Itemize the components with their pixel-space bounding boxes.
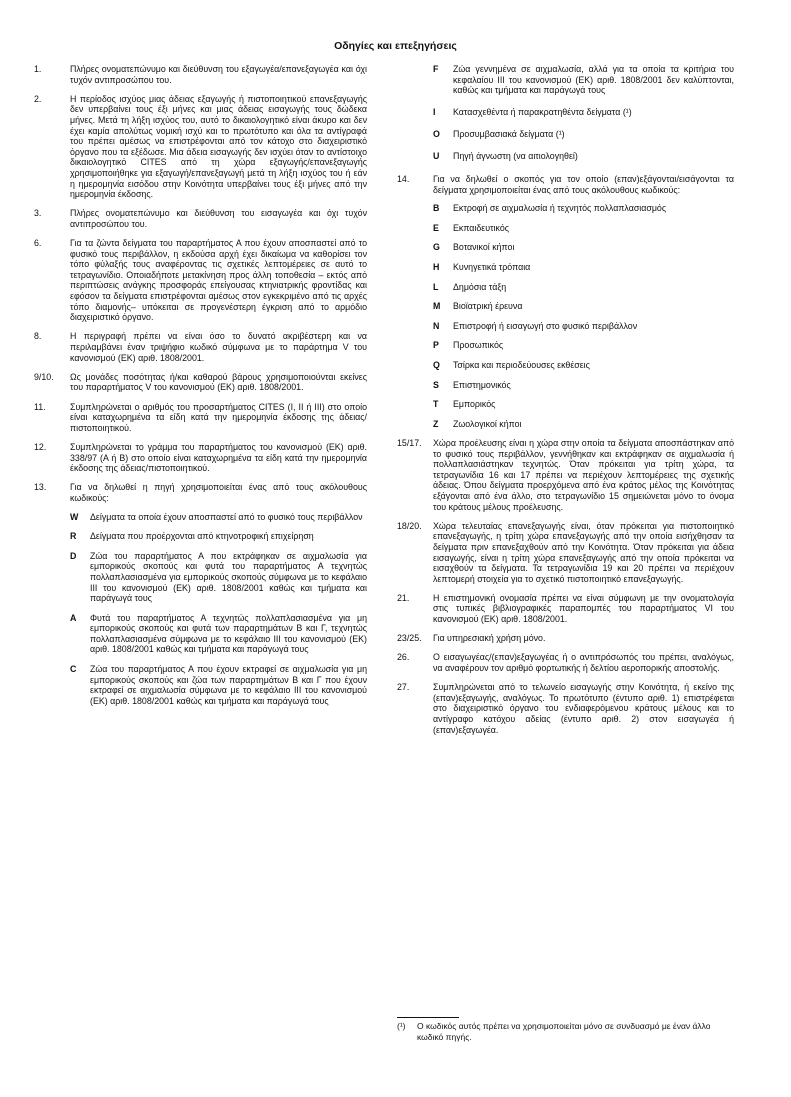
code-entry <box>70 664 367 706</box>
item-14-intro: Για να δηλωθεί ο σκοπός για τον οποίο (επαν)εξάγονται/εισάγονται τα δείγματα χρησιμοποιείται ένας από τους ακόλουθους κωδικούς: <box>433 174 734 195</box>
code-letter: C <box>70 664 77 675</box>
code-entry <box>433 360 734 371</box>
code-description: Βιοϊατρική έρευνα <box>453 301 523 312</box>
code-description: Επιστημονικός <box>453 379 511 390</box>
page-title: Οδηγίες και επεξηγήσεις <box>334 40 457 52</box>
item-number: 13. <box>34 482 47 493</box>
item-body <box>70 482 367 706</box>
code-description: Πηγή άγνωστη (να αιτιολογηθεί) <box>453 151 578 162</box>
instruction-item <box>397 521 734 585</box>
code-entry <box>433 151 734 162</box>
item-13 <box>34 482 367 706</box>
code-entry <box>433 262 734 273</box>
item-number: 23/25. <box>397 633 422 644</box>
item-number: 12. <box>34 441 47 452</box>
code-description: Δημόσια τάξη <box>453 281 507 292</box>
code-letter: F <box>433 64 439 74</box>
code-letter: R <box>70 531 77 542</box>
item-text: Συμπληρώνεται από το τελωνείο εισαγωγής στην Κοινότητα, ή εκείνο της (επαν)εξαγωγής, αναλόγως. Το πρωτότυπο (έντυπο αριθ. 1) επιστρέφεται στο διαχειριστικό όργανο του ενδιαφερόμενου κράτους μέλους και το αντίγραφο κατόχου αδείας (έντυπο αριθ. 2) στον εισαγωγέα ή (επαν)εξαγωγέα. <box>433 682 734 735</box>
instruction-item <box>397 633 734 644</box>
item-number: 2. <box>34 93 42 104</box>
code-description: Δείγματα τα οποία έχουν αποσπαστεί από το φυσικό τους περιβάλλον <box>90 511 363 522</box>
item-number: 9/10. <box>34 371 54 382</box>
code-entry <box>433 340 734 351</box>
code-letter: P <box>433 340 439 351</box>
code-letter: M <box>433 301 441 312</box>
code-entry <box>433 380 734 391</box>
code-letter: U <box>433 151 440 162</box>
code-description: Εκτροφή σε αιχμαλωσία ή τεχνητός πολλαπλασιασμός <box>453 203 667 214</box>
instruction-item <box>34 372 367 393</box>
code-entry <box>433 301 734 312</box>
instruction-item <box>34 208 367 229</box>
item-13-intro: Για να δηλωθεί η πηγή χρησιμοποιείται ένας από τους ακόλουθους κωδικούς: <box>70 482 367 503</box>
code-entry <box>433 242 734 253</box>
code-letter: G <box>433 242 440 253</box>
code-description: Προσυμβασιακά δείγματα (¹) <box>453 129 565 140</box>
source-codes <box>70 512 367 707</box>
code-description: Ζώα του παραρτήματος Α που έχουν εκτραφεί σε αιχμαλωσία για μη εμπορικούς σκοπούς και ζώα των παραρτημάτων Β και Γ που έχουν εκτραφεί σε αιχμαλωσία σύμφωνα με το κεφάλαιο III του κανονισμού (ΕΚ) αριθ. 1808/2001 καθώς και τμήματα και παράγωγά τους <box>90 664 367 706</box>
instruction-item <box>397 593 734 625</box>
code-letter: W <box>70 511 79 522</box>
code-entry <box>433 223 734 234</box>
code-letter: A <box>70 612 77 623</box>
code-letter: S <box>433 379 439 390</box>
code-letter: D <box>70 550 77 561</box>
item-body <box>433 174 734 429</box>
code-description: Κατασχεθέντα ή παρακρατηθέντα δείγματα (¹) <box>453 107 632 118</box>
item-text: Πλήρες ονοματεπώνυμο και διεύθυνση του εξαγωγέα/επανεξαγωγέα και όχι τυχόν αντιπροσώπου του. <box>70 64 367 85</box>
code-description: Ζώα γεννημένα σε αιχμαλωσία, αλλά για τα οποία τα κριτήρια του κεφαλαίου III του κανονισμού (ΕΚ) αριθ. 1808/2001 δεν καλύπτονται, καθώς και τμήματα και παράγωγά τους <box>453 64 734 96</box>
code-letter: T <box>433 399 439 410</box>
item-number: 3. <box>34 208 42 219</box>
item-text: Πλήρες ονοματεπώνυμο και διεύθυνση του εισαγωγέα και όχι τυχόν αντιπροσώπου του. <box>70 208 367 229</box>
item-number: 1. <box>34 64 42 74</box>
code-letter: B <box>433 203 440 214</box>
instruction-item <box>34 94 367 200</box>
footnote-mark: (¹) <box>397 1021 406 1031</box>
item-text: Η επιστημονική ονομασία πρέπει να είναι σύμφωνη με την ονοματολογία στις τυπικές βιβλιογραφικές παραπομπές του παραρτήματος VI του κανονισμού (ΕΚ) αριθ. 1808/2001. <box>433 592 734 625</box>
instruction-item <box>34 442 367 474</box>
item-number: 14. <box>397 174 410 185</box>
item-number: 26. <box>397 652 410 663</box>
code-entry <box>433 282 734 293</box>
code-entry <box>433 203 734 214</box>
code-letter: E <box>433 222 439 233</box>
right-column <box>397 64 734 744</box>
purpose-codes <box>433 203 734 429</box>
instruction-item <box>397 682 734 735</box>
code-description: Τσίρκα και περιοδεύουσες εκθέσεις <box>453 360 590 370</box>
item-text: Χώρα προέλευσης είναι η χώρα στην οποία τα δείγματα αποσπάστηκαν από το φυσικό τους περιβάλλον, γεννήθηκαν και εκτράφηκαν σε αιχμαλωσία ή πολλαπλασιάστηκαν τεχνητώς. Όταν πρόκειται για τρίτη χώρα, τα τετραγωνίδια 16 και 17 πρέπει να περιέχουν λεπτομέρειες της σχετικής άδειας. Όπου δείγματα προερχόμενα από ένα κράτος μέλος της Κοινότητας εξάγονται από ένα άλλο, στο τετραγωνίδιο 15 σημειώνεται μόνο το όνομα του κράτους μέλους προέλευσης. <box>433 437 734 512</box>
item-text: Ο εισαγωγέας/(επαν)εξαγωγέας ή ο αντιπρόσωπός του πρέπει, αναλόγως, να αναφέρουν τον αριθμό φορτωτικής ή δελτίου αεροπορικής αποστολής. <box>433 652 734 674</box>
code-description: Φυτά του παραρτήματος Α τεχνητώς πολλαπλασιασμένα για μη εμπορικούς σκοπούς και φυτά των παραρτημάτων Β και Γ, τεχνητώς πολλαπλασιασμένα σύμφωνα με το κεφάλαιο III του κανονισμού (ΕΚ) αριθ. 1808/2001 καθώς και τμήματα και παράγωγά τους <box>90 612 367 655</box>
code-letter: Z <box>433 418 439 429</box>
code-entry <box>70 613 367 655</box>
item-text: Η περιγραφή πρέπει να είναι όσο το δυνατό ακριβέστερη και να περιλαμβάνει έναν τριψήφιο κωδικό σύμφωνα με το παράρτημα V του κανονισμού (ΕΚ) αριθ. 1808/2001. <box>70 331 367 363</box>
item-number: 18/20. <box>397 520 422 531</box>
code-entry <box>433 107 734 118</box>
instruction-item <box>34 64 367 85</box>
code-description: Ζώα του παραρτήματος Α που εκτράφηκαν σε αιχμαλωσία για εμπορικούς σκοπούς και φυτά του παραρτήματος Α τεχνητώς πολλαπλασιασμένα για εμπορικούς σκοπούς σύμφωνα με το κεφάλαιο III του κανονισμού (ΕΚ) αριθ. 1808/2001 καθώς και τμήματα και παράγωγά τους <box>90 550 367 604</box>
code-letter: I <box>433 107 436 118</box>
code-description: Κυνηγετικά τρόπαια <box>453 262 531 273</box>
code-entry <box>433 129 734 140</box>
code-description: Εμπορικός <box>453 399 496 410</box>
code-description: Βοτανικοί κήποι <box>453 242 515 253</box>
code-entry <box>70 551 367 604</box>
instruction-item <box>34 331 367 363</box>
item-number: 8. <box>34 331 42 342</box>
code-letter: L <box>433 281 439 292</box>
item-number: 11. <box>34 401 46 412</box>
code-description: Επιστροφή ή εισαγωγή στο φυσικό περιβάλλον <box>453 320 638 331</box>
item-number: 15/17. <box>397 437 422 448</box>
item-number: 6. <box>34 238 42 249</box>
left-items <box>34 64 367 474</box>
code-description: Ζωολογικοί κήποι <box>453 418 522 429</box>
code-entry <box>70 512 367 523</box>
instruction-item <box>34 402 367 434</box>
item-text: Ως μονάδες ποσότητας ή/και καθαρού βάρους χρησιμοποιούνται εκείνες του παραρτήματος V του κανονισμού (ΕΚ) αριθ. 1808/2001. <box>70 371 367 393</box>
item-text: Συμπληρώνεται το γράμμα του παραρτήματος του κανονισμού (ΕΚ) αριθ. 338/97 (Α ή Β) στο οποίο είναι καταχωρημένα τα είδη κατά την ημερομηνία έκδοσης της άδειας/πιστοποιητικού. <box>70 441 367 474</box>
code-entry <box>433 321 734 332</box>
right-items <box>397 438 734 735</box>
code-description: Δείγματα που προέρχονται από κτηνοτροφική επιχείρηση <box>90 531 314 542</box>
code-letter: N <box>433 320 440 331</box>
code-letter: Q <box>433 360 440 370</box>
footnote <box>397 1021 734 1042</box>
code-entry <box>433 399 734 410</box>
code-letter: O <box>433 129 440 140</box>
item-14 <box>397 174 734 429</box>
item-number: 27. <box>397 682 410 693</box>
instruction-item <box>397 652 734 673</box>
source-codes-continued <box>433 64 734 162</box>
left-column <box>34 64 367 715</box>
code-description: Εκπαιδευτικός <box>453 222 510 233</box>
item-text: Η περίοδος ισχύος μιας άδειας εξαγωγής ή πιστοποιητικού επανεξαγωγής δεν υπερβαίνει τους έξι μήνες και μιας άδειας εισαγωγής τους δώδεκα μήνες. Μετά τη λήξη ισχύος του, αυτό το δικαιολογητικό είναι άκυρο και δεν έχει καμία απολύτως νομική ισχύ και το πρωτότυπο και όλα τα αντίγραφά του πρέπει αμέσως να επιστρέφονται από τον κάτοχο στο διαχειριστικό όργανο που τα εξέδωσε. Μια άδεια εισαγωγής δεν ισχύει όταν το αντίστοιχο δικαιολογητικό CITES από τη χώρα εξαγωγής/επανεξαγωγής χρησιμοποιήθηκε για εξαγωγή/επανεξαγωγή μετά τη λήξη ισχύος του ή εάν η ημερομηνία εισόδου στην Κοινότητα υπερβαίνει τους έξι μήνες από την ημερομηνία έκδοσης. <box>70 93 367 200</box>
instruction-item <box>397 438 734 512</box>
item-text: Χώρα τελευταίας επανεξαγωγής είναι, όταν πρόκειται για πιστοποιητικό επανεξαγωγής, η τρίτη χώρα επανεξαγωγής από την οποία εισήχθησαν τα δείγματα πριν επανεξαχθούν από την Κοινότητα. Όταν πρόκειται για άδεια εισαγωγής, είναι η τρίτη χώρα επανεξαγωγής από την οποία πρόκειται να εισαχθούν τα δείγματα. Τα τετραγωνίδια 19 και 20 πρέπει να περιέχουν λεπτομερή στοιχεία για το σχετικό πιστοποιητικό επανεξαγωγής. <box>433 520 734 584</box>
code-description: Προσωπικός <box>453 340 504 351</box>
item-text: Για τα ζώντα δείγματα του παραρτήματος Α που έχουν αποσπαστεί από το φυσικό τους περιβάλλον, η εκδούσα αρχή έχει δικαίωμα να καθορίσει τον τόπο φύλαξής τους αναφέροντας τις σχετικές λεπτομέρειες σε αυτό το τετραγωνίδιο. Οποιαδήποτε μετακίνηση προς άλλη τοποθεσία – εκτός από περιπτώσεις ανάγκης προσφοράς επείγουσας κτηνιατρικής φροντίδας και εφόσον τα δείγματα επιστρέφονται αμέσως στον εγκεκριμένο από τις αρχές τόπο διαμονής– υπόκειται σε προγενέστερη έγκριση από το αρμόδιο διαχειριστικό όργανο. <box>70 238 367 323</box>
item-text: Συμπληρώνεται ο αριθμός του προσαρτήματος CITES (I, II ή III) στο οποίο είναι καταχωρημένα τα είδη κατά την ημερομηνία έκδοσης της άδειας/πιστοποιητικού. <box>70 401 367 433</box>
item-text: Για υπηρεσιακή χρήση μόνο. <box>433 633 546 644</box>
instruction-item <box>34 238 367 323</box>
item-number: 21. <box>397 592 410 603</box>
code-entry <box>433 419 734 430</box>
code-entry <box>433 64 734 96</box>
code-entry <box>70 531 367 542</box>
footnote-text: Ο κωδικός αυτός πρέπει να χρησιμοποιείται μόνο σε συνδυασμό με έναν άλλο κωδικό πηγής. <box>417 1021 711 1042</box>
code-letter: H <box>433 262 440 273</box>
footnote-divider <box>397 1017 459 1018</box>
